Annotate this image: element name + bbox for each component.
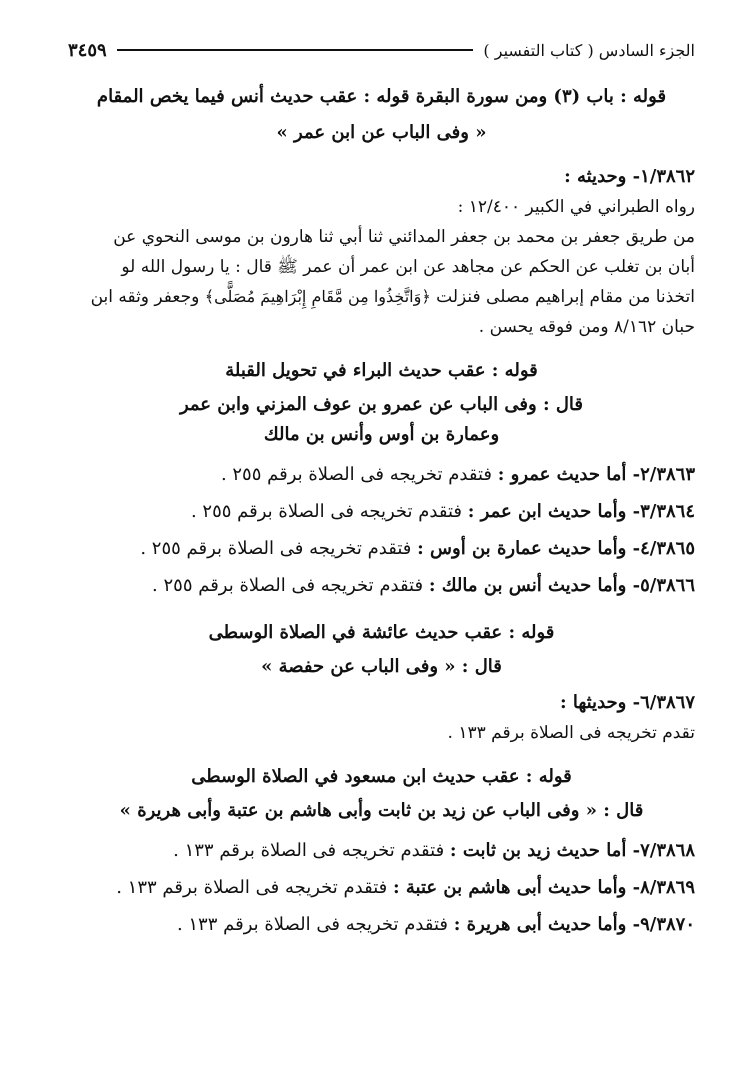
list-item: ٤/٣٨٦٥- وأما حديث عمارة بن أوس : فتقدم تخريجه فى الصلاة برقم ٢٥٥ .: [140, 538, 695, 559]
section3-item-label: ٦/٣٨٦٧- وحديثها :: [559, 692, 695, 713]
section2-heading: قوله : عقب حديث البراء في تحويل القبلة: [225, 360, 538, 381]
section4-heading: قوله : عقب حديث ابن مسعود في الصلاة الوسطى: [191, 766, 572, 787]
section1-para-line4: حبان ٨/١٦٢ ومن فوقه يحسن .: [478, 317, 695, 337]
section1-source: رواه الطبراني في الكبير ١٢/٤٠٠ :: [457, 197, 695, 217]
section1-para-line1: من طريق جعفر بن محمد بن جعفر المدائني ثنا أبي ثنا هارون بن موسى النحوي عن: [113, 227, 695, 247]
quran-verse: ﴿وَاتَّخِذُوا مِن مَّقَامِ إِبْرَاهِيمَ مُصَلًّى﴾: [204, 287, 431, 306]
section1-para-line3-b: وجعفر وثقه ابن: [90, 287, 200, 307]
list-item: ٧/٣٨٦٨- أما حديث زيد بن ثابت : فتقدم تخريجه فى الصلاة برقم ١٣٣ .: [173, 840, 695, 861]
section3-heading: قوله : عقب حديث عائشة في الصلاة الوسطى: [208, 622, 555, 643]
section4-subheading: قال : « وفى الباب عن زيد بن ثابت وأبى هاشم بن عتبة وأبى هريرة »: [119, 800, 644, 821]
section1-para-line2: أبان بن تغلب عن الحكم عن مجاهد عن ابن عمر أن عمر ﷺ قال : يا رسول الله لو: [121, 257, 695, 277]
section1-subheading: « وفى الباب عن ابن عمر »: [276, 122, 487, 143]
section3-item-text: تقدم تخريجه فى الصلاة برقم ١٣٣ .: [447, 723, 695, 743]
running-title: الجزء السادس ( كتاب التفسير ): [483, 40, 695, 60]
section3-subheading: قال : « وفى الباب عن حفصة »: [261, 656, 502, 677]
section1-item-label: ١/٣٨٦٢- وحديثه :: [564, 166, 695, 187]
section1-para-line3-a: اتخذنا من مقام إبراهيم مصلى فنزلت: [436, 287, 695, 307]
header-rule: [117, 49, 474, 51]
list-item: ٢/٣٨٦٣- أما حديث عمرو : فتقدم تخريجه فى الصلاة برقم ٢٥٥ .: [220, 464, 695, 485]
list-item: ٣/٣٨٦٤- وأما حديث ابن عمر : فتقدم تخريجه فى الصلاة برقم ٢٥٥ .: [190, 501, 695, 522]
page-header: [68, 38, 695, 62]
list-item: ٩/٣٨٧٠- وأما حديث أبى هريرة : فتقدم تخريجه فى الصلاة برقم ١٣٣ .: [176, 914, 695, 935]
section1-heading: قوله : باب (٣) ومن سورة البقرة قوله : عقب حديث أنس فيما يخص المقام: [96, 86, 667, 107]
section2-sub-line1: قال : وفى الباب عن عمرو بن عوف المزني وابن عمر: [179, 394, 584, 415]
page-content: [68, 82, 695, 943]
list-item: ٨/٣٨٦٩- وأما حديث أبى هاشم بن عتبة : فتقدم تخريجه فى الصلاة برقم ١٣٣ .: [116, 877, 695, 898]
section1-para-line3: [68, 282, 695, 312]
page-number: ٣٤٥٩: [68, 39, 107, 61]
section2-sub-line2: وعمارة بن أوس وأنس بن مالك: [263, 424, 500, 445]
list-item: ٥/٣٨٦٦- وأما حديث أنس بن مالك : فتقدم تخريجه فى الصلاة برقم ٢٥٥ .: [152, 575, 695, 596]
